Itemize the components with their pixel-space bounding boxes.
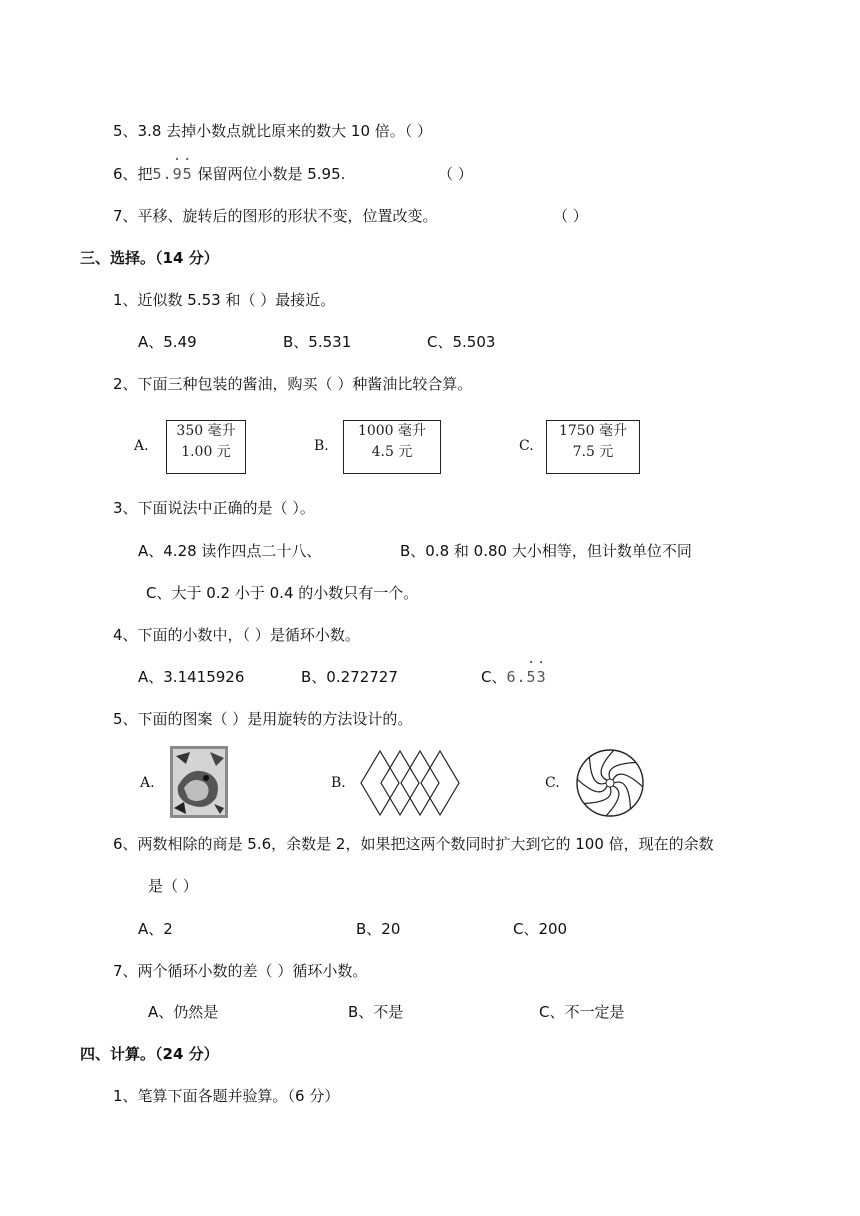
choice-question-5: 5、下面的图案（ ）是用旋转的方法设计的。 xyxy=(113,710,413,728)
q5-label-c: C. xyxy=(545,775,560,791)
q2-label-a: A. xyxy=(134,438,149,454)
soy-sauce-package-a: 350 毫升 1.00 元 xyxy=(166,420,246,474)
tf-q6-prefix: 6、把 xyxy=(113,165,153,183)
tf-question-5: 5、3.8 去掉小数点就比原来的数大 10 倍。（ ） xyxy=(113,122,433,140)
q6-option-a: A、2 xyxy=(138,920,173,938)
q1-option-b: B、5.531 xyxy=(283,333,352,351)
spiral-arm xyxy=(613,774,643,787)
rotation-spiral-pattern xyxy=(575,748,645,818)
tf-q7-answer-paren: （ ） xyxy=(553,207,588,225)
soy-sauce-package-c: 1750 毫升 7.5 元 xyxy=(546,420,640,474)
choice-question-3: 3、下面说法中正确的是（ ）。 xyxy=(113,499,315,517)
diamond-translation-pattern xyxy=(360,750,466,816)
q2-label-b: B. xyxy=(314,438,329,454)
q3-option-a: A、4.28 读作四点二十八、 xyxy=(138,542,322,560)
repeating-decimal: 5.· 9· 5 xyxy=(153,165,193,183)
tf-q6-answer-paren: （ ） xyxy=(438,165,473,183)
tf-question-7: 7、平移、旋转后的图形的形状不变，位置改变。 xyxy=(113,207,438,225)
q6-option-b: B、20 xyxy=(356,920,401,938)
choice-question-7: 7、两个循环小数的差（ ）循环小数。 xyxy=(113,962,368,980)
spiral-arm xyxy=(606,786,619,816)
spiral-arm xyxy=(577,779,607,792)
q7-option-c: C、不一定是 xyxy=(539,1003,625,1021)
calc-question-1: 1、笔算下面各题并验算。（6 分） xyxy=(113,1087,340,1105)
q3-option-b: B、0.8 和 0.80 大小相等，但计数单位不同 xyxy=(400,542,692,560)
spiral-arm xyxy=(614,782,631,809)
choice-question-2: 2、下面三种包装的酱油，购买（ ）种酱油比较合算。 xyxy=(113,375,473,393)
q1-option-a: A、5.49 xyxy=(138,333,197,351)
q4-option-b: B、0.272727 xyxy=(301,668,398,686)
choice-question-6-cont: 是（ ） xyxy=(148,877,198,895)
choice-question-4: 4、下面的小数中，（ ）是循环小数。 xyxy=(113,626,360,644)
spiral-arm xyxy=(590,757,607,784)
choice-question-1: 1、近似数 5.53 和（ ）最接近。 xyxy=(113,291,336,309)
q7-option-b: B、不是 xyxy=(348,1003,404,1021)
q2-label-c: C. xyxy=(519,438,534,454)
section-3-title: 三、选择。（14 分） xyxy=(80,249,219,267)
q7-option-a: A、仍然是 xyxy=(148,1003,219,1021)
spiral-arm xyxy=(584,787,611,804)
q3-option-c: C、大于 0.2 小于 0.4 的小数只有一个。 xyxy=(146,584,419,602)
q5-label-a: A. xyxy=(140,775,155,791)
q5-label-b: B. xyxy=(331,775,346,791)
q4-option-c: C、6.· 5· 3 xyxy=(481,667,547,687)
tf-question-6 xyxy=(113,164,345,184)
q1-option-c: C、5.503 xyxy=(427,333,496,351)
fish-pattern-image xyxy=(170,746,228,818)
repeating-decimal-option: 6.· 5· 3 xyxy=(506,668,546,686)
choice-question-6: 6、两数相除的商是 5.6，余数是 2，如果把这两个数同时扩大到它的 100 倍，现在的余数 xyxy=(113,835,714,853)
section-4-title: 四、计算。（24 分） xyxy=(80,1045,219,1063)
tf-q6-text: 保留两位小数是 5.95. xyxy=(197,165,346,183)
q4-option-a: A、3.1415926 xyxy=(138,668,245,686)
q6-option-c: C、200 xyxy=(513,920,568,938)
spiral-arm xyxy=(601,750,614,780)
soy-sauce-package-b: 1000 毫升 4.5 元 xyxy=(343,420,441,474)
spiral-arm xyxy=(609,763,636,780)
